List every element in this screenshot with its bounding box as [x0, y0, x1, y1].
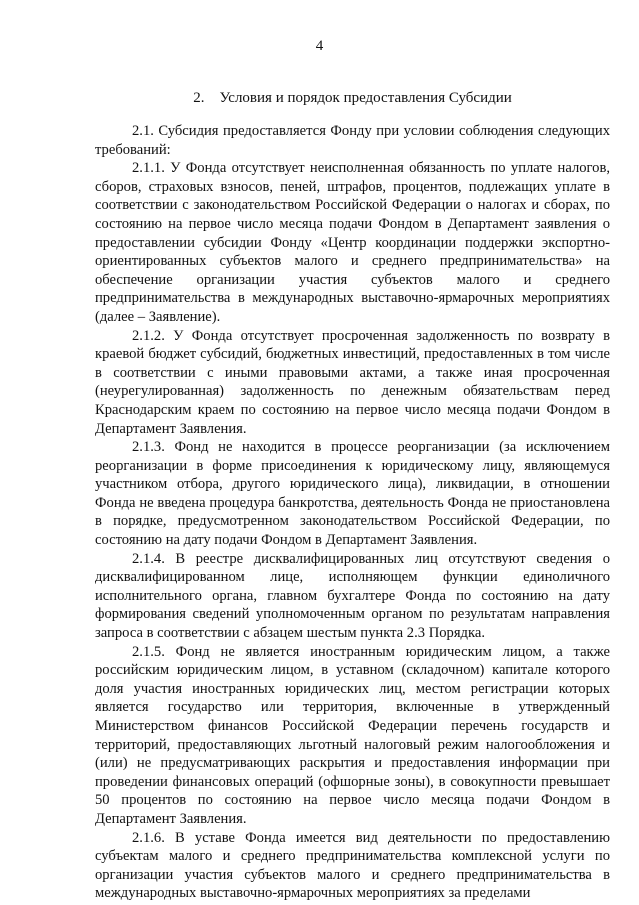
paragraph-2-1-3: 2.1.3. Фонд не находится в процессе реорганизации (за исключением реорганизации в форме присоединения к юридическому лицу, являющемуся участником отбора, другого юридического лица), ликвидации, в отношении Фонда не введена процедура банкротства, деятельность Фонда не приостановлена в порядке, предусмотренном законодательством Российской Федерации, по состоянию на дату подачи Фондом в Департамент Заявления.: [95, 439, 610, 549]
section-heading: 2. Условия и порядок предоставления Субсидии: [193, 90, 512, 106]
paragraph-2-1-5: 2.1.5. Фонд не является иностранным юридическим лицом, а также российским юридическим лицом, в уставном (складочном) капитале которого доля участия иностранных юридических лиц, местом регистрации которых является государство или территория, включенные в утвержденный Министерством финансов Российской Федерации перечень государств и территорий, предоставляющих льготный налоговый режим налогообложения и (или) не предусматривающих раскрытия и предоставления информации при проведении финансовых операций (офшорные зоны), в совокупности превышает 50 процентов по состоянию на первое число месяца подачи Фондом в Департамент Заявления.: [95, 643, 610, 827]
document-body: [95, 122, 610, 903]
paragraph-2-1-6: 2.1.6. В уставе Фонда имеется вид деятельности по предоставлению субъектам малого и среднего предпринимательства комплексной услуги по организации участия субъектов малого и среднего предпринимательства в международных выставочно-ярмарочных мероприятиях за пределами: [95, 829, 610, 902]
paragraph-2-1-1: 2.1.1. У Фонда отсутствует неисполненная обязанность по уплате налогов, сборов, страховых взносов, пеней, штрафов, процентов, подлежащих уплате в соответствии с законодательством Российской Федерации о налогах и сборах, по состоянию на первое число месяца подачи Фондом в Департамент заявления о предоставлении субсидии Фонду «Центр координации поддержки экспортно-ориентированных субъектов малого и среднего предпринимательства» на обеспечение организации участия субъектов малого и среднего предпринимательства в международных выставочно-ярмарочных мероприятиях (далее – Заявление).: [95, 160, 610, 325]
page-number: 4: [315, 38, 324, 54]
paragraph-2-1-4: 2.1.4. В реестре дисквалифицированных лиц отсутствуют сведения о дисквалифицированном лице, исполняющем функции единоличного исполнительного органа, главном бухгалтере Фонда по состоянию на дату формирования сведений уполномоченным органом по результатам направления запроса в соответствии с абзацем шестым пункта 2.3 Порядка.: [95, 550, 610, 642]
paragraph-2-1: 2.1. Субсидия предоставляется Фонду при условии соблюдения следующих требований:: [95, 123, 610, 158]
paragraph-2-1-2: 2.1.2. У Фонда отсутствует просроченная задолженность по возврату в краевой бюджет субсидий, бюджетных инвестиций, предоставленных в том числе в соответствии с иными правовыми актами, а также иная просроченная (неурегулированная) задолженность по денежным обязательствам перед Краснодарским краем по состоянию на первое число месяца подачи Фондом в Департамент Заявления.: [95, 327, 610, 437]
